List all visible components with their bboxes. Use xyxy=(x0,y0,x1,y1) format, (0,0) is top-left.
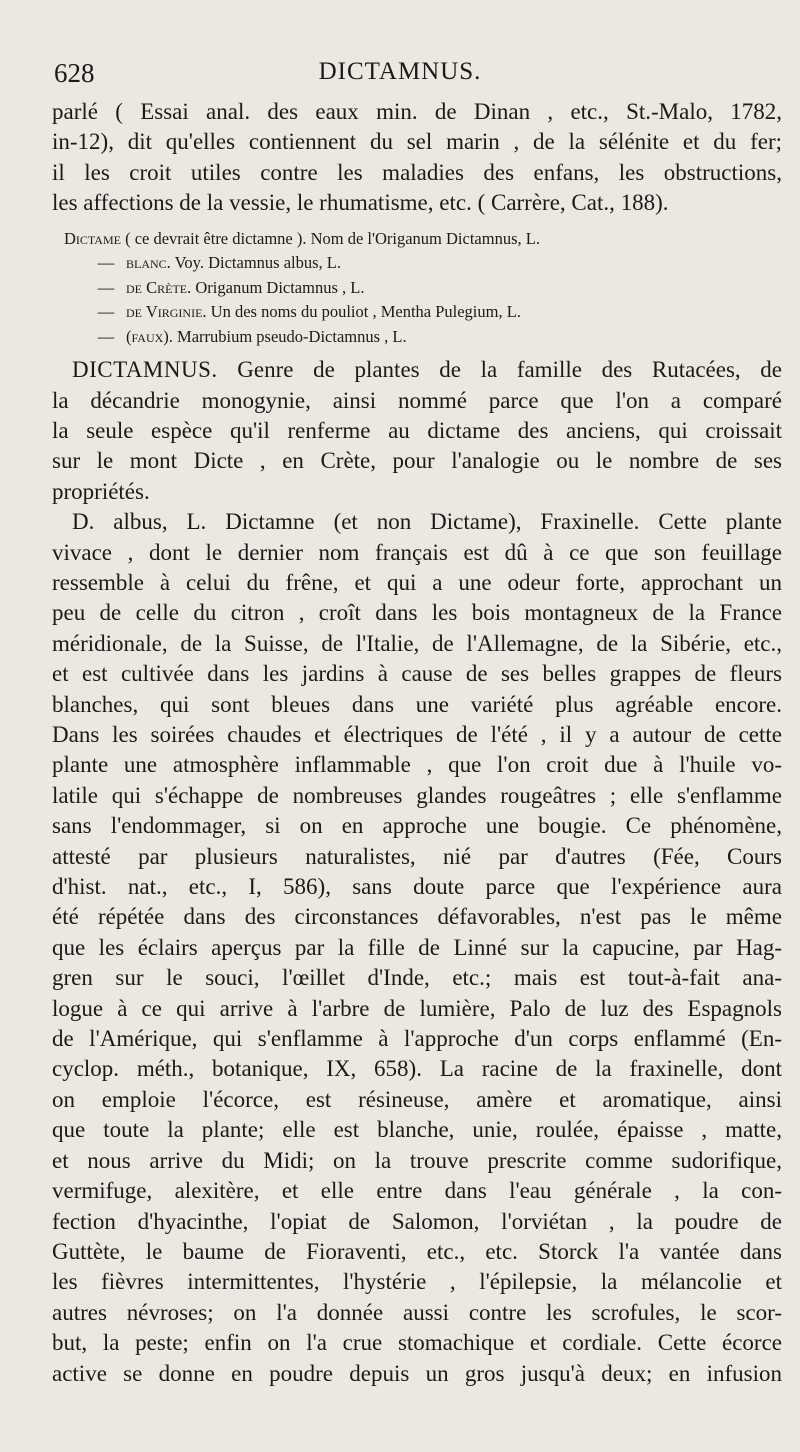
entry-text: Marrubium pseudo-Dictamnus , L. xyxy=(172,326,407,346)
text-line: latile qui s'échappe de nombreuses glandes rougeâtres ; elle s'enflamme xyxy=(52,782,782,808)
text-line: vivace , dont le dernier nom français est dû à ce que son feuillage xyxy=(52,539,782,565)
entry-term: (faux). xyxy=(126,326,173,346)
entry-term: Dictame xyxy=(64,228,121,248)
entry-text: Un des noms du pouliot , Mentha Pulegium, L. xyxy=(206,302,521,322)
page-body xyxy=(52,97,782,1389)
cross-reference-entry xyxy=(52,300,782,325)
text-line: sur le mont Dicte , en Crète, pour l'analogie ou le nombre de ses xyxy=(52,448,782,474)
paragraph-1 xyxy=(52,97,782,219)
text-line-rest: Genre de plantes de la famille des Rutacées, de xyxy=(237,357,782,383)
page-number: 628 xyxy=(54,58,95,88)
text-line: autres névroses; on l'a donnée aussi contre les scrofules, le scor- xyxy=(52,1299,782,1325)
text-line: Dans les soirées chaudes et électriques de l'été , il y a autour de cette xyxy=(52,722,782,747)
dash-mark: — xyxy=(97,253,115,273)
text-line: que les éclairs aperçus par la fille de Linné sur la capucine, par Hag- xyxy=(52,934,782,960)
cross-reference-list xyxy=(52,227,782,350)
entry-text: Origanum Dictamnus , L. xyxy=(191,277,365,297)
text-line: plante une atmosphère inflammable , que l'on croit due à l'huile vo- xyxy=(52,752,782,778)
text-line: attesté par plusieurs naturalistes, nié par d'autres (Fée, Cours xyxy=(52,843,782,869)
text-line: active se donne en poudre depuis un gros jusqu'à deux; en infusion xyxy=(52,1360,782,1386)
text-line: gren sur le souci, l'œillet d'Inde, etc.; mais est tout-à-fait ana- xyxy=(52,965,782,991)
cross-reference-entry xyxy=(52,325,782,350)
text-line: ressemble à celui du frêne, et qui a une odeur forte, approchant un xyxy=(52,569,782,595)
text-line: la seule espèce qu'il renferme au dictame des anciens, qui croissait xyxy=(52,417,782,443)
page-header xyxy=(40,58,760,92)
dash-mark: — xyxy=(97,302,115,322)
text-line: blanches, qui sont bleues dans une variété plus agréable encore. xyxy=(52,691,782,717)
text-line: Guttète, le baume de Fioraventi, etc., etc. Storck l'a vantée dans xyxy=(52,1238,782,1264)
headword: DICTAMNUS. xyxy=(72,357,218,383)
text-line: peu de celle du citron , croît dans les bois montagneux de la France xyxy=(52,600,782,626)
text-line: les fièvres intermittentes, l'hystérie , l'épilepsie, la mélancolie et xyxy=(52,1269,782,1295)
dash-mark: — xyxy=(97,277,115,297)
paragraph-albus xyxy=(52,507,782,1389)
text-line: sans l'endommager, si on en approche une bougie. Ce phénomène, xyxy=(52,813,782,839)
text-line: vermifuge, alexitère, et elle entre dans l'eau générale , la con- xyxy=(52,1178,782,1204)
running-title: DICTAMNUS. xyxy=(318,58,482,85)
text-line: méridionale, de la Suisse, de l'Italie, de l'Allemagne, de la Sibérie, etc., xyxy=(52,630,782,656)
text-line: de l'Amérique, qui s'enflamme à l'approche d'un corps enflammé (En- xyxy=(52,1026,782,1052)
paragraph-dictamnus xyxy=(52,355,782,507)
text-line: que toute la plante; elle est blanche, unie, roulée, épaisse , matte, xyxy=(52,1117,782,1143)
text-line: logue à ce qui arrive à l'arbre de lumière, Palo de luz des Espagnols xyxy=(52,995,782,1021)
text-line xyxy=(52,355,782,385)
text-line: il les croit utiles contre les maladies des enfans, les obstructions, xyxy=(52,159,782,185)
text-line: but, la peste; enfin on l'a crue stomachique et cordiale. Cette écorce xyxy=(52,1330,782,1356)
text-line: fection d'hyacinthe, l'opiat de Salomon, l'orviétan , la poudre de xyxy=(52,1208,782,1234)
text-line: été répétée dans des circonstances défavorables, n'est pas le même xyxy=(52,904,782,930)
dash-mark: — xyxy=(97,326,115,346)
cross-reference-entry xyxy=(52,251,782,276)
text-line: propriétés. xyxy=(52,478,150,504)
entry-term: de Virginie. xyxy=(126,302,207,322)
cross-reference-entry xyxy=(52,276,782,301)
text-line: les affections de la vessie, le rhumatisme, etc. ( Carrère, Cat., 188). xyxy=(52,190,669,216)
text-line: parlé ( Essai anal. des eaux min. de Dinan , etc., St.-Malo, 1782, xyxy=(52,99,782,124)
text-line: et nous arrive du Midi; on la trouve prescrite comme sudorifique, xyxy=(52,1147,782,1173)
text-line: la décandrie monogynie, ainsi nommé parce que l'on a comparé xyxy=(52,387,782,413)
entry-term: de Crète. xyxy=(126,277,192,297)
entry-text: Voy. Dictamnus albus, L. xyxy=(170,253,341,273)
text-line: d'hist. nat., etc., I, 586), sans doute parce que l'expérience aura xyxy=(52,874,782,900)
entry-text: ( ce devrait être dictamne ). Nom de l'Origanum Dictamnus, L. xyxy=(120,228,540,248)
entry-term: blanc. xyxy=(126,253,171,273)
text-line: on emploie l'écorce, est résineuse, amère et aromatique, ainsi xyxy=(52,1086,782,1112)
text-line: in-12), dit qu'elles contiennent du sel marin , de la sélénite et du fer; xyxy=(52,129,782,155)
cross-reference-entry xyxy=(52,227,782,252)
text-line: cyclop. méth., botanique, IX, 658). La racine de la fraxinelle, dont xyxy=(52,1056,782,1082)
text-line: et est cultivée dans les jardins à cause de ses belles grappes de fleurs xyxy=(52,661,782,687)
text-line: D. albus, L. Dictamne (et non Dictame), Fraxinelle. Cette plante xyxy=(72,509,782,535)
